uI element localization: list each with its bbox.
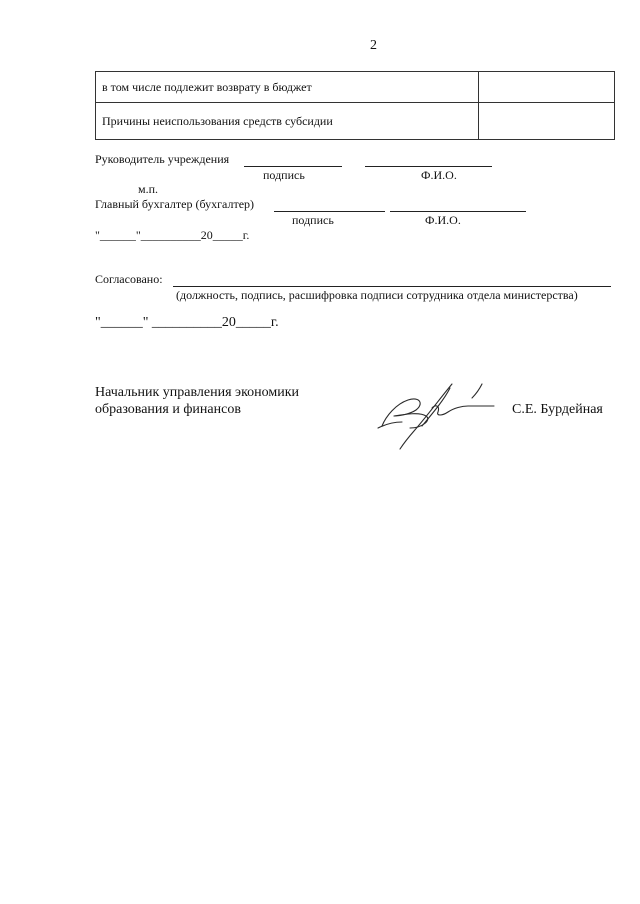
head-label: Руководитель учреждения xyxy=(95,152,230,166)
head-signature-line xyxy=(244,166,342,167)
page-number: 2 xyxy=(370,38,377,53)
signer-name: С.Е. Бурдейная xyxy=(512,402,603,417)
handwritten-signature xyxy=(372,376,500,452)
signer-title-line2: образования и финансов xyxy=(95,402,241,417)
accountant-fio-line xyxy=(390,211,526,212)
table-row xyxy=(96,103,615,140)
table-cell-label: Причины неиспользования средств субсидии xyxy=(96,103,479,140)
accountant-signature-line xyxy=(274,211,385,212)
table-cell-label: в том числе подлежит возврату в бюджет xyxy=(96,72,479,103)
table-cell-value xyxy=(479,103,615,140)
subsidy-table xyxy=(95,71,615,140)
head-fio-caption: Ф.И.О. xyxy=(421,168,457,182)
accountant-fio-caption: Ф.И.О. xyxy=(425,213,461,227)
signer-title-line1: Начальник управления экономики xyxy=(95,385,300,400)
head-signature-caption: подпись xyxy=(263,168,305,182)
date-line: "______"__________20_____г. xyxy=(95,228,250,242)
accountant-signature-caption: подпись xyxy=(292,213,334,227)
date-line: "______" __________20_____г. xyxy=(95,315,279,330)
table-cell-value xyxy=(479,72,615,103)
head-fio-line xyxy=(365,166,492,167)
agreed-label: Согласовано: xyxy=(95,272,163,286)
table-row xyxy=(96,72,615,103)
accountant-label: Главный бухгалтер (бухгалтер) xyxy=(95,197,255,211)
agreed-caption: (должность, подпись, расшифровка подписи сотрудника отдела министерства) xyxy=(176,288,578,302)
stamp-mark: м.п. xyxy=(138,182,159,196)
agreed-line xyxy=(173,286,611,287)
